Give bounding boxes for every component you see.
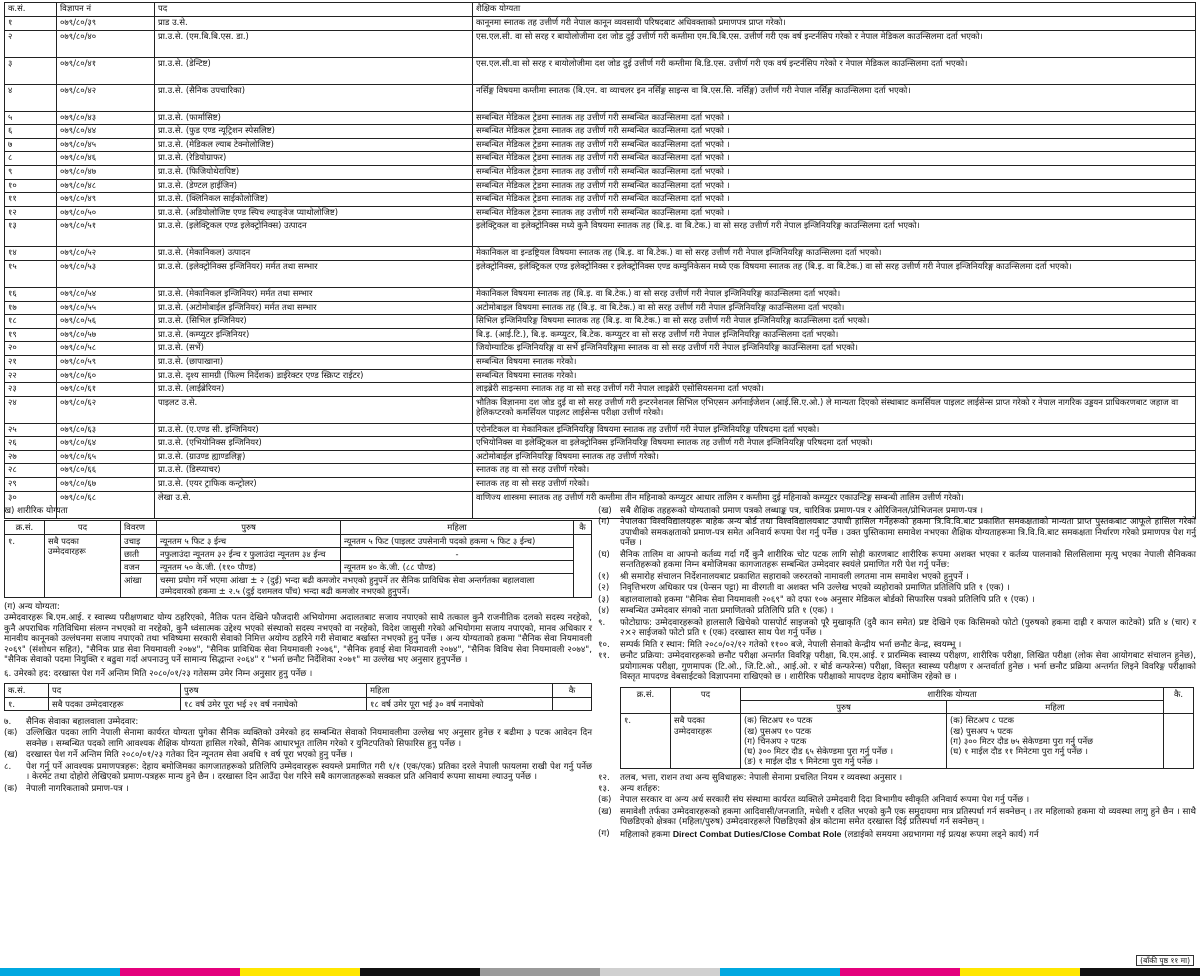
row-sn: ७ [5, 138, 57, 152]
ft-remark [1164, 714, 1194, 768]
list-item-marker: (क) [4, 783, 18, 794]
list-item [598, 784, 1196, 794]
table-row [5, 437, 1196, 451]
row-qualification: वाणिज्य शास्त्रमा स्नातक तह उत्तीर्ण गरी कम्तीमा तीन महिनाको कम्प्युटर आधार तालिम र कम्तीमा दुई महिनाको कम्प्युटर एकाउन्टिङ्ग सम्बन्धी तालिम उत्तीर्ण गरेको। [473, 491, 1196, 518]
row-ad-no: ०७९/८०/५३ [57, 260, 155, 287]
row-qualification: एभियोनिक्स वा इलेक्ट्रिकल वा इलेक्ट्रोनिक्स इन्जिनियरिङ्ग विषयमा स्नातक तह उत्तीर्ण गरी नेपाल इन्जिनियरिङ्ग परिषदमा दर्ता भएको। [473, 437, 1196, 451]
row-sn: २७ [5, 450, 57, 464]
row-sn: २२ [5, 369, 57, 383]
list-item-marker: (ख) [598, 506, 612, 516]
row-ad-no: ०७९/८०/४१ [57, 57, 155, 84]
row-ad-no: ०७९/८०/४५ [57, 138, 155, 152]
row-ad-no: ०७९/८०/६६ [57, 464, 155, 478]
list-item [4, 717, 592, 727]
row-qualification: सम्बन्धित मेडिकल ट्रेडमा स्नातक तह उत्तीर्ण गरी सम्बन्धित काउन्सिलमा दर्ता भएको । [473, 179, 1196, 193]
row-ad-no: ०७९/८०/५२ [57, 247, 155, 261]
row-post: लेखा उ.से. [155, 491, 473, 518]
row-post: प्रा.उ.से. (क्लिनिकल साईकोलोजिष्ट) [155, 193, 473, 207]
row-qualification: सम्बन्धित मेडिकल ट्रेडमा स्नातक तह उत्तीर्ण गरी सम्बन्धित काउन्सिलमा दर्ता भएको । [473, 206, 1196, 220]
list-item-marker: १३. [598, 783, 610, 794]
list-item-marker: (३) [598, 594, 610, 605]
row-qualification: एस.एल.सी. वा सो सरह र बायोलोजीमा दश जोड दुई उत्तीर्ण गरी कम्तीमा एम.बि.बि.एस. उत्तीर्ण गरी एक वर्ष इन्टर्नसिप गरेको र नेपाल मेडिकल काउन्सिलमा दर्ता भएको। [473, 30, 1196, 57]
row-qualification: सम्बन्धित मेडिकल ट्रेडमा स्नातक तह उत्तीर्ण गरी सम्बन्धित काउन्सिलमा दर्ता भएको । [473, 111, 1196, 125]
table-row [5, 179, 1196, 193]
row-sn: ५ [5, 111, 57, 125]
row-qualification: मेकानिकल विषयमा स्नातक तह (बि.इ. वा बि.टेक.) वा सो सरह उत्तीर्ण गरी नेपाल इन्जिनियरिङ्ग काउन्सिलमा दर्ता भएको। [473, 287, 1196, 301]
list-item-text: उल्लिखित पदका लागि नेपाली सेनामा कार्यरत योग्यता पुगेका सैनिक व्यक्तिको उमेरको हद सम्बन्धित सेवाको नियमावलीमा उल्लेख भए अनुसार हुनेछ र बढीमा ३ पटक आवेदन दिन सक्नेछ । सम्बन्धित पदको लागि आवश्यक शैक्षिक योग्यता हासिल गरेको, सैनिक आधारभूत तालिम गरेको र युनिटपतिको सिफारिस हुनु पर्नेछ । [26, 728, 592, 749]
row-sn: १४ [5, 247, 57, 261]
row-ad-no: ०७९/८०/६५ [57, 450, 155, 464]
row-ad-no: ०७९/८०/५७ [57, 328, 155, 342]
row-post: प्रा.उ.से. (इलेक्ट्रोनिक्स इन्जिनियर) मर्मत तथा सम्भार [155, 260, 473, 287]
list-item-text: दरखास्त पेश गर्ने अन्तिम मिति २०८०/०१/२३ गतेका दिन न्यूनतम सेवा अवधि १ वर्ष पूरा भएको हुनु पर्नेछ । [26, 750, 353, 761]
ft-h-remark: कै. [1164, 687, 1194, 714]
list-item-marker: (२) [598, 583, 610, 594]
pt-male-chest: नफुलाउंदा न्यूनतम ३२ ईन्च र फुलाउंदा न्यूनतम ३४ ईन्च [157, 547, 341, 560]
table-row [5, 260, 1196, 287]
list-item-marker: १२. [598, 772, 610, 783]
fitness-line: (ङ) १ माईल दौड ९ मिनेटमा पुरा गर्नु पर्नेछ । [744, 756, 878, 767]
row-ad-no: ०७९/८०/६८ [57, 491, 155, 518]
row-sn: ३० [5, 491, 57, 518]
row-qualification: सम्बन्धित विषयमा स्नातक गरेको। [473, 369, 1196, 383]
row-qualification: अटोमोबाइल विषयमा स्नातक तह (बि.इ. वा बि.टेक.) वा सो सरह उत्तीर्ण गरी नेपाल इन्जिनियरिङ्ग काउन्सिलमा दर्ता भएको। [473, 301, 1196, 315]
row-ad-no: ०७९/८०/४७ [57, 165, 155, 179]
list-item-text: नेपालका विश्वविद्यालयहरू बाहेक अन्य बोर्ड तथा विश्वविद्यालयबाट उपाधी हासिल गर्नेहरूको हकमा त्रि.वि.वि.बाट प्रकाशित समकक्षताको मान्यता प्राप्त पुस्तकबाट आफूले हासिल गरेको उपाधीको समकक्षताको प्रमाण-पत्र समेत अनिवार्य रूपमा पेश गर्नु पर्नेछ । उक्त पुस्तिकामा समावेश नभएका शैक्षिक योग्यताहरूमा त्रि.वि.वि.बाट समकक्षता निर्धारण गरेको प्रमाणपत्र पेश गर्नु पर्नेछ । [620, 517, 1196, 549]
list-item-marker: (ग) [598, 517, 610, 528]
row-post: प्रा.उ.से. (ए.एण्ड सी. इन्जिनियर) [155, 423, 473, 437]
row-ad-no: ०७९/८०/५८ [57, 342, 155, 356]
row-qualification: एस.एल.सी.वा सो सरह र बायोलोजीमा दश जोड दुई उत्तीर्ण गरी कम्तीमा बि.डि.एस. उत्तीर्ण गरी एक वर्ष इन्टर्नसिप गरेको र नेपाल मेडिकल काउन्सिलमा दर्ता भएको। [473, 57, 1196, 84]
pt-female-chest: - [341, 547, 574, 560]
fitness-table [620, 687, 1194, 769]
list-item [598, 606, 1196, 616]
age-h-sn: क.सं. [5, 684, 49, 697]
pt-label-chest: छाती [121, 547, 157, 560]
row-qualification: सम्बन्धित मेडिकल ट्रेडमा स्नातक तह उत्तीर्ण गरी सम्बन्धित काउन्सिलमा दर्ता भएको । [473, 165, 1196, 179]
ft-h-sn: क्र.सं. [621, 687, 671, 714]
pt-label-eye: आंखा [121, 574, 157, 598]
table-row [5, 369, 1196, 383]
row-qualification: भौतिक विज्ञानमा दश जोड दुई वा सो सरह उत्तीर्ण गरी इन्टरनेशनल सिभिल एभिएसन अर्गनाईजेशन (आई.सि.ए.ओ.) ले मान्यता दिएको संस्थाबाट कमर्सियल पाइलट लाईसेन्स प्राप्त गरेको र नेपाल नागरिक उड्डयन प्राधिकरणबाट जहाज वा हेलिकप्टरको कमर्सियल पाइलट लाईसेन्स परीक्षा उत्तीर्ण गरेको। [473, 396, 1196, 423]
pt-female-height: न्यूनतम ५ फिट (पाइलट उपसेनानी पदको हकमा ५ फिट ३ ईन्च) [341, 534, 574, 547]
row-qualification: जियोम्याटिक इन्जिनियरिङ्ग वा सर्भे इन्जिनियरिङ्गमा स्नातक वा सो सरह उत्तीर्ण गरी नेपाल इन्जिनियरिङ्ग काउन्सिलमा दर्ता भएको। [473, 342, 1196, 356]
color-swatch [1080, 968, 1200, 976]
list-item [598, 583, 1196, 593]
table-row [5, 206, 1196, 220]
pt-male-height: न्यूनतम ५ फिट ३ ईन्च [157, 534, 341, 547]
table-row [5, 450, 1196, 464]
age-remark [553, 697, 592, 710]
other-heading: (ग) अन्य योग्यता: [4, 601, 60, 612]
row-sn: १ [5, 17, 57, 31]
row-sn: ४ [5, 84, 57, 111]
pt-h-detail: विवरण [121, 521, 157, 534]
row-post: प्रा.उ.से. (अडियोलोजिष्ट एण्ड स्पिच ल्याङ्वेज प्याथोलोजिष्ट) [155, 206, 473, 220]
row-sn: २९ [5, 478, 57, 492]
row-qualification: नर्सिङ्ग विषयमा कम्तीमा स्नातक (बि.एन. वा व्याचलर इन नर्सिङ्ग साइन्स वा बि.एस.सि. नर्सिङ्ग) उत्तीर्ण गरी नेपाल नर्सिङ्ग काउन्सिलमा दर्ता भएको। [473, 84, 1196, 111]
age-female: १८ वर्ष उमेर पूरा भई ३० वर्ष ननाघेको [367, 697, 553, 710]
row-ad-no: ०७९/८०/६७ [57, 478, 155, 492]
table-row [5, 464, 1196, 478]
row-post: प्रा.उ.से. (डेण्टल हाईजिन) [155, 179, 473, 193]
row-sn: २४ [5, 396, 57, 423]
row-qualification: सम्बन्धित विषयमा स्नातक गरेको। [473, 355, 1196, 369]
fitness-line: (क) सिटअप ८ पटक [950, 715, 1014, 726]
pt-label-height: उचाइ [121, 534, 157, 547]
ft-h-female: महिला [947, 701, 1164, 714]
age-sn: १. [5, 697, 49, 710]
table-row [5, 342, 1196, 356]
last-para-pre: महिलाको हकमा [620, 829, 671, 840]
table-row [5, 328, 1196, 342]
table-row [5, 17, 1196, 31]
list-item [598, 506, 1196, 516]
list-item-text: पेश गर्नु पर्ने आवश्यक प्रमाणपत्रहरू: देहाय बमोजिमका कागजातहरूको प्रतिलिपि उम्मेदवारहरू स्वयम्ले प्रमाणित गरी १/१ (एक/एक) प्रतिका दरले नेपाली फायलमा राखी पेश गर्नु पर्नेछ । केरमेट तथा दोहोरो लेखिएको प्रमाण-पत्रहरू मान्य हुने छैन । दरखास्त दिन आउँदा पेश गरिने सबै कागजातहरूको सक्कल प्रति अनिवार्य रूपमा साथमा ल्याउनु पर्नेछ । [26, 761, 592, 783]
row-post: प्रा.उ.से. दृश्य सामग्री (फिल्म निर्देशक) डाईरेक्टर एण्ड स्क्रिप्ट राईटर) [155, 369, 473, 383]
list-item-text: सैनिक तालिम वा आफ्नो कर्तव्य गर्दा गर्दै कुनै शारीरिक चोट पटक लागि सोही कारणबाट शारीरिक रूपमा अशक्त भएका र कर्तव्य पालनाको सिलसिलामा मृत्यु भएका नेपाली सैनिकका सन्ततिहरूको हकमा निम्न बमोजिमका कागजातहरू सम्बन्धित उम्मेदवार स्वयंले प्रमाणित गरी पेश गर्नु पर्नेछ: [620, 549, 1196, 571]
list-item [598, 807, 1196, 828]
row-ad-no: ०७९/८०/६३ [57, 423, 155, 437]
list-item-text: समावेशी तर्फका उम्मेदवारहरूको हकमा आदिवासी/जनजाति, मधेशी र दलित भएको कुनै एक समुदायमा मात्र प्रतिस्पर्धा गर्न सक्नेछन् । तर महिलाको हकमा यो व्यवस्था लागु हुने छैन । साथै पिछडिएको क्षेत्रका (महिला/पुरुष) उम्मेदवारहरूले पिछडिएको क्षेत्र कोटामा समेत दरखास्त दिई प्रतिस्पर्धा गर्न सक्नेछन् । [620, 806, 1196, 828]
list-item-marker: (१) [598, 571, 610, 582]
col-sn: क.सं. [5, 3, 57, 17]
color-swatch [480, 968, 600, 976]
age-h-male: पुरुष [181, 684, 367, 697]
row-post: प्रा.उ.से. (लाईब्रेरियन) [155, 383, 473, 397]
col-qualification: शैक्षिक योग्यता [473, 3, 1196, 17]
list-item-marker: (ख) [598, 806, 612, 817]
table-row [5, 478, 1196, 492]
list-item-marker: (घ) [598, 549, 610, 560]
list-item [598, 640, 1196, 650]
table-row [5, 152, 1196, 166]
row-ad-no: ०७९/८०/४३ [57, 111, 155, 125]
list-item-text: सबै शैक्षिक तहहरूको योग्यताको प्रमाण पत्रको लब्धाङ्क पत्र, चारित्रिक प्रमाण-पत्र र ओरिजिनल/प्रोभिजनल प्रमाण-पत्र । [620, 506, 984, 516]
pt-female-weight: न्यूनतम ४० के.जी. (८८ पौण्ड) [341, 561, 574, 574]
row-ad-no: ०७९/८०/५६ [57, 315, 155, 329]
row-sn: ३ [5, 57, 57, 84]
row-post: प्रा.उ.से. (डिस्प्याचर) [155, 464, 473, 478]
right-paragraphs-bottom [598, 773, 1196, 828]
row-qualification: सम्बन्धित मेडिकल ट्रेडमा स्नातक तह उत्तीर्ण गरी सम्बन्धित काउन्सिलमा दर्ता भएको । [473, 138, 1196, 152]
list-item [598, 773, 1196, 783]
table-row [5, 355, 1196, 369]
pt-h-female: महिला [341, 521, 574, 534]
fitness-line: (घ) ३०० मिटर दौड ६५ सेकेण्डमा पुरा गर्नु पर्नेछ । [744, 746, 894, 756]
row-ad-no: ०७९/८०/६० [57, 369, 155, 383]
row-qualification: सिभिल इन्जिनियरिङ्ग विषयमा स्नातक तह (बि.इ. वा बि.टेक.) वा सो सरह उत्तीर्ण गरी नेपाल इन्जिनियरिङ्ग काउन्सिलमा दर्ता भएको। [473, 315, 1196, 329]
age-male: १८ वर्ष उमेर पूरा भई २१ वर्ष ननाघेको [181, 697, 367, 710]
list-item-text: बहालवालाको हकमा "सैनिक सेवा नियमावली २०६९" को दफा १०७ अनुसार मेडिकल बोर्डको सिफारिस पत्रको प्रतिलिपि प्रति १ (एक) । [620, 594, 1035, 605]
table-row [5, 193, 1196, 207]
list-item-text: अन्य शर्तहरु: [620, 783, 661, 794]
last-para-marker: (ग) [598, 828, 610, 839]
ft-h-group: शारीरिक योग्यता [741, 687, 1164, 700]
qualification-table-header [5, 3, 1196, 17]
list-item-text: तलब, भत्ता, राशन तथा अन्य सुविधाहरू: नेपाली सेनामा प्रचलित नियम र व्यवस्था अनुसार । [620, 772, 903, 783]
row-ad-no: ०७९/८०/६१ [57, 383, 155, 397]
list-item-text: सम्बन्धित उम्मेदवार संगको नाता प्रमाणितको प्रतिलिपि प्रति १ (एक) । [620, 606, 834, 617]
row-sn: ९ [5, 165, 57, 179]
last-paragraph [598, 829, 1196, 840]
list-item [598, 550, 1196, 571]
row-sn: २१ [5, 355, 57, 369]
list-item-marker: (क) [4, 728, 18, 739]
list-item [4, 728, 592, 749]
row-post: प्रा.उ.से. (सैनिक उपचारिका) [155, 84, 473, 111]
row-post: प्रा.उ.से. (एयर ट्राफिक कन्ट्रोलर) [155, 478, 473, 492]
row-post: प्रा.उ.से. (फिजियोथेरापिष्ट) [155, 165, 473, 179]
age-table [4, 683, 592, 711]
color-swatch [240, 968, 360, 976]
last-para-post: (लडाईको समयमा अग्रभागमा गई प्रत्यक्ष रूपमा लड्ने कार्य) गर्न [844, 829, 1039, 840]
row-post: प्रा.उ.से. (सिभिल इन्जिनियर) [155, 315, 473, 329]
row-qualification: लाइब्रेरी साइन्समा स्नातक तह वा सो सरह उत्तीर्ण गरी नेपाल लाइब्रेरी एसोसियसनमा दर्ता भएको। [473, 383, 1196, 397]
list-item-text: सैनिक सेवाका बहालवाला उम्मेदवार: [26, 716, 139, 727]
left-column [4, 506, 592, 795]
list-item [4, 750, 592, 760]
row-sn: २३ [5, 383, 57, 397]
list-item-marker: ७. [4, 716, 12, 727]
physical-table [4, 520, 592, 598]
color-swatch [960, 968, 1080, 976]
list-item-marker: ११. [598, 651, 610, 662]
row-sn: २६ [5, 437, 57, 451]
row-post: प्रा.उ.से. (डेन्टिष्ट) [155, 57, 473, 84]
table-row [5, 301, 1196, 315]
ft-h-male: पुरुष [741, 701, 947, 714]
row-sn: ८ [5, 152, 57, 166]
list-item-text: नेपाली नागरिकताको प्रमाण-पत्र । [26, 783, 129, 794]
list-item-text: नेपाल सरकार वा अन्य अर्ध सरकारी संघ संस्थामा कार्यरत व्यक्तिले उम्मेदवारी दिदा विभागीय स्वीकृति अनिवार्य रूपमा पेश गर्नु पर्नेछ । [620, 795, 1030, 806]
row-sn: २ [5, 30, 57, 57]
age-heading: ६. उमेरको हद: दरखास्त पेश गर्ने अन्तिम मिति २०८०/०१/२३ गतेसम्म उमेर निम्न अनुसार हुनु पर्नेछ । [4, 668, 313, 679]
row-post: प्रा.उ.से. (फुड एण्ड न्यूट्रिशन स्पेसलिष्ट) [155, 125, 473, 139]
row-post: प्रा.उ.से. (फार्मासिष्ट) [155, 111, 473, 125]
row-ad-no: ०७९/८०/४९ [57, 193, 155, 207]
row-post: प्राड उ.से. [155, 17, 473, 31]
color-swatch [840, 968, 960, 976]
table-row [5, 165, 1196, 179]
table-row [5, 57, 1196, 84]
print-color-bar [0, 968, 1200, 976]
other-text: उम्मेदवारहरू बि.एम.आई. र स्वास्थ्य परीक्षणबाट योग्य ठहरिएको, नैतिक पतन देखिने फौजदारी अभियोगमा अदालतबाट सजाय नपाएको साथै तत्काल कुनै राजनीतिक दलको सदस्य नरहेको, कुनै अपराधिक गतिविधिमा संलग्न नभएको वा नरहेको, कुनै ध्वंसात्मक उद्देश्य भएको संस्थाको सदस्य नभएको वा नरहेको, विदेश जासुसी गरेको अभियोगमा सजाय नपाएको, मानव अधिकार र मानवीय कानूनको उल्लंघनमा सजाय नपाएको तथा भविष्यमा सरकारी सेवाको निमित्त अयोग्य ठहरिने गरी सेवाबाट बर्खास्त नभएको हुनु पर्नेछ । अन्य योग्यताको हकमा "सैनिक सेवा नियमावली २०६९" (संशोधन सहित), "सैनिक प्राड सेवा नियमावली २०७४", "सैनिक प्राविधिक सेवा नियमावली २०७६", "सैनिक हवाई सेवा नियमावली २०७४", "सैनिक विविध सेवा नियमावली २०७४", "सैनिक सेवाको पदमा नियुक्ति र बढुवा गर्दा अपनाउनु पर्ने सामान्य सिद्धान्त २०६४" र "भर्ना छनौट निर्देशिका २०७१" मा उल्लेख भए अनुसार हुनुपर्नेछ । [4, 613, 592, 666]
list-item-text: फोटोग्राफ: उम्मेदवारहरूको हालसालै खिचेको पासपोर्ट साइजको पूरै मुखाकृति (दुवै कान समेत) प्रष्ट देखिने एक किसिमको फोटो (पुरुषको हकमा दाह्री र कपाल काटेको) प्रति ४ (चार) र २×२ साईजको फोटो प्रति १ (एक) दरखास्त साथ पेश गर्नु पर्नेछ । [620, 617, 1196, 639]
pt-male-weight: न्यूनतम ५० के.जी. (११० पौण्ड) [157, 561, 341, 574]
color-swatch [120, 968, 240, 976]
table-row [5, 111, 1196, 125]
qualification-table [4, 2, 1196, 519]
row-sn: १६ [5, 287, 57, 301]
physical-heading: ख) शारीरिक योग्यता [4, 506, 68, 516]
fitness-line: (ख) पुसअप ५ पटक [950, 725, 1013, 736]
list-item [598, 595, 1196, 605]
row-qualification: एरोनटिकल वा मेकानिकल इन्जिनियरिङ्ग विषयमा स्नातक तह उत्तीर्ण गरी नेपाल इन्जिनियरिङ्ग परिषदमा दर्ता भएको। [473, 423, 1196, 437]
pt-post: सबै पदका उम्मेदवारहरू [45, 534, 121, 597]
table-row [5, 396, 1196, 423]
list-item [4, 762, 592, 783]
row-ad-no: ०७९/८०/४६ [57, 152, 155, 166]
row-post: प्रा.उ.से. (मेडिकल ल्याब टेक्नोलोजिष्ट) [155, 138, 473, 152]
row-sn: १८ [5, 315, 57, 329]
row-qualification: स्नातक तह वा सो सरह उत्तीर्ण गरेको। [473, 464, 1196, 478]
fitness-line: (ग) ३०० मिटर दौड ७५ सेकेण्डमा पुरा गर्नु पर्नेछ [950, 735, 1093, 746]
row-qualification: स्नातक तह वा सो सरह उत्तीर्ण गरेको। [473, 478, 1196, 492]
table-row [5, 383, 1196, 397]
pt-label-weight: वजन [121, 561, 157, 574]
row-sn: १२ [5, 206, 57, 220]
row-sn: १९ [5, 328, 57, 342]
row-ad-no: ०७९/८०/६४ [57, 437, 155, 451]
row-sn: ११ [5, 193, 57, 207]
row-post: प्रा.उ.से. (इलेक्ट्रिकल एण्ड इलेक्ट्रोनिक्स) उत्पादन [155, 220, 473, 247]
row-qualification: इलेक्ट्रोनिक्स, इलेक्ट्रिकल एण्ड इलेक्ट्रोनिक्स र इलेक्ट्रोनिक्स एण्ड कम्युनिकेसन मध्ये एक विषयमा स्नातक तह (बि.इ. वा बि.टेक.) वा सो सरह उत्तीर्ण गरी नेपाल इन्जिनियरिङ्ग काउन्सिलमा दर्ता भएको। [473, 260, 1196, 287]
list-item-text: निवृत्तिभरण अधिकार पत्र (पेन्सन पट्टा) मा वीरगती वा अशक्त भनि उल्लेख भएको व्यहोराको प्रमाणित प्रतिलिपि प्रति १ (एक) । [620, 583, 1010, 594]
table-row [5, 138, 1196, 152]
list-item [4, 784, 592, 794]
lower-section [4, 506, 1196, 968]
right-paragraphs-top [598, 506, 1196, 683]
pt-h-post: पद [45, 521, 121, 534]
ft-male-list [741, 714, 947, 768]
table-row [5, 84, 1196, 111]
table-row [5, 125, 1196, 139]
pt-h-sn: क्र.सं. [5, 521, 45, 534]
row-sn: १० [5, 179, 57, 193]
row-post: प्रा.उ.से. (एभियोनिक्स इन्जिनियर) [155, 437, 473, 451]
fitness-line: (ग) चिनअप २ पटक [744, 735, 807, 746]
row-ad-no: ०७९/८०/५१ [57, 220, 155, 247]
list-item [598, 651, 1196, 682]
row-sn: २८ [5, 464, 57, 478]
table-row [5, 423, 1196, 437]
age-h-remark: कै [553, 684, 592, 697]
list-item-marker: ८. [4, 761, 12, 772]
row-sn: १५ [5, 260, 57, 287]
list-item [598, 572, 1196, 582]
pt-sn: १. [5, 534, 45, 597]
last-para-english: Direct Combat Duties/Close Combat Role [672, 828, 842, 839]
row-ad-no: ०७९/८०/६२ [57, 396, 155, 423]
ft-female-list [947, 714, 1164, 768]
list-item [598, 517, 1196, 548]
row-qualification: सम्बन्धित मेडिकल ट्रेडमा स्नातक तह उत्तीर्ण गरी सम्बन्धित काउन्सिलमा दर्ता भएको । [473, 152, 1196, 166]
list-item-text: सम्पर्क मिति र स्थान: मिति २०८०/०२/१२ गतेको ११०० बजे, नेपाली सेनाको केन्द्रीय भर्ना छनौट केन्द्र, स्वयम्भू । [620, 639, 962, 650]
row-qualification: सम्बन्धित मेडिकल ट्रेडमा स्नातक तह उत्तीर्ण गरी सम्बन्धित काउन्सिलमा दर्ता भएको । [473, 125, 1196, 139]
row-ad-no: ०७९/८०/३९ [57, 17, 155, 31]
fitness-line: (क) सिटअप १० पटक [744, 715, 813, 726]
list-item-marker: (ख) [4, 750, 18, 761]
row-post: प्रा.उ.से. (ग्राउण्ड ह्याण्डलिङ्ग) [155, 450, 473, 464]
row-qualification: अटोमोबाईल इन्जिनियरिङ्ग विषयमा स्नातक तह उत्तीर्ण गरेको। [473, 450, 1196, 464]
ft-sn: १. [621, 714, 671, 768]
row-qualification: मेकानिकल वा इन्डष्ट्रियल विषयमा स्नातक तह (बि.इ. वा बि.टेक.) वा सो सरह उत्तीर्ण गरी नेपाल इन्जिनियरिङ्ग काउन्सिलमा दर्ता भएको। [473, 247, 1196, 261]
list-item [598, 795, 1196, 805]
col-ad-no: विज्ञापन नं [57, 3, 155, 17]
color-swatch [0, 968, 120, 976]
row-post: प्रा.उ.से. (मेकानिकल इन्जिनियर) मर्मत तथा सम्भार [155, 287, 473, 301]
qualification-table-body [5, 17, 1196, 519]
age-post: सबै पदका उम्मेदवारहरू [49, 697, 181, 710]
table-row [5, 287, 1196, 301]
ft-h-post: पद [671, 687, 741, 714]
right-column [598, 506, 1196, 841]
row-sn: १७ [5, 301, 57, 315]
row-sn: २५ [5, 423, 57, 437]
advertisement-page [4, 2, 1196, 972]
color-swatch [720, 968, 840, 976]
row-post: पाइलट उ.से. [155, 396, 473, 423]
pt-h-remark: कै [574, 521, 592, 534]
list-item-text: श्री समारोह संचालन निर्देशनालयबाट प्रकाशित सहाराको जरुरतको नामावली लगतमा नाम समावेश भएको हुनुपर्ने । [620, 571, 969, 582]
list-item-marker: ९. [598, 617, 606, 628]
table-row [5, 315, 1196, 329]
color-swatch [600, 968, 720, 976]
row-post: प्रा.उ.से. (कम्प्युटर इन्जिनियर) [155, 328, 473, 342]
row-post: प्रा.उ.से. (मेकानिकल) उत्पादन [155, 247, 473, 261]
row-ad-no: ०७९/८०/४४ [57, 125, 155, 139]
row-ad-no: ०७९/८०/४० [57, 30, 155, 57]
row-ad-no: ०७९/८०/५९ [57, 355, 155, 369]
row-post: प्रा.उ.से. (छापाखाना) [155, 355, 473, 369]
row-post: प्रा.उ.से. (अटोमोबाईल इन्जिनियर) मर्मत तथा सम्भार [155, 301, 473, 315]
row-ad-no: ०७९/८०/५५ [57, 301, 155, 315]
list-item [598, 618, 1196, 639]
row-qualification: सम्बन्धित मेडिकल ट्रेडमा स्नातक तह उत्तीर्ण गरी सम्बन्धित काउन्सिलमा दर्ता भएको । [473, 193, 1196, 207]
fitness-line: (घ) १ माईल दौड ११ मिनेटमा पुरा गर्नु पर्नेछ । [950, 746, 1088, 756]
left-paragraphs [4, 717, 592, 794]
row-ad-no: ०७९/८०/५४ [57, 287, 155, 301]
row-post: प्रा.उ.से. (रेडियोग्राफर) [155, 152, 473, 166]
ft-post: सबै पदका उम्मेदवारहरू [671, 714, 741, 768]
col-post: पद [155, 3, 473, 17]
list-item-marker: (क) [598, 795, 612, 806]
row-qualification: कानूनमा स्नातक तह उत्तीर्ण गरी नेपाल कानून व्यवसायी परिषदबाट अधिवक्ताको प्रमाणपत्र प्राप्त गरेको। [473, 17, 1196, 31]
age-h-post: पद [49, 684, 181, 697]
color-swatch [360, 968, 480, 976]
row-post: प्रा.उ.से. (सर्भे) [155, 342, 473, 356]
row-post: प्रा.उ.से. (एम.बि.बि.एस. डा.) [155, 30, 473, 57]
age-h-female: महिला [367, 684, 553, 697]
pt-eye-text: चस्मा प्रयोग गर्ने भएमा आंखा ± २ (दुई) भन्दा बढी कमजोर नभएको हुनुपर्ने तर सैनिक प्राविधिक सेवा अन्तर्गतका बहालवाला उम्मेदवारको हकमा ± २.५ (दुई दशमलव पाँच) भन्दा बढी कमजोर नभएको हुनुपर्ने। [157, 574, 574, 598]
pt-remark [574, 534, 592, 597]
row-ad-no: ०७९/८०/४२ [57, 84, 155, 111]
list-item-marker: १०. [598, 639, 610, 650]
row-qualification: बि.इ. (आई.टि.), बि.इ. कम्प्युटर, बि.टेक. कम्प्युटर वा सो सरह उत्तीर्ण गरी नेपाल इन्जिनियरिङ्ग काउन्सिलमा दर्ता भएको। [473, 328, 1196, 342]
row-ad-no: ०७९/८०/५० [57, 206, 155, 220]
row-ad-no: ०७९/८०/४८ [57, 179, 155, 193]
table-row [5, 220, 1196, 247]
table-row [5, 30, 1196, 57]
fitness-line: (ख) पुसअप १० पटक [744, 725, 812, 736]
row-sn: ६ [5, 125, 57, 139]
row-sn: १३ [5, 220, 57, 247]
list-item-text: छनौट प्रक्रिया: उम्मेदवारहरूको छनौट परीक्षा अन्तर्गत विवरिङ्ग परीक्षा, बि.एम.आई. र प्रारम्भिक स्वास्थ्य परीक्षण, शारीरिक परीक्षा, लिखित परीक्षा (लोक सेवा आयोगबाट संचालन हुनेछ), प्रयोगात्मक परीक्षा, गुणमापक (टि.ओ., जि.टि.ओ., आई.ओ. र बोर्ड कन्फरेन्स) परीक्षा, विस्तृत स्वास्थ्य परीक्षण र अन्तर्वार्ता हुनेछ । भर्ना छनौट प्रक्रिया अन्तर्गत लिइने विवरिङ्ग परीक्षाको विस्तृत मापदण्ड वेबसाईटको विज्ञापनमा राखिएको छ । शारीरिक परीक्षाको मापदण्ड देहाय बमोजिम रहेको छ । [620, 651, 1196, 683]
pt-h-male: पुरुष [157, 521, 341, 534]
row-sn: २० [5, 342, 57, 356]
row-qualification: इलेक्ट्रिकल वा इलेक्ट्रोनिक्स मध्ये कुनै विषयमा स्नातक तह (बि.इ. वा बि.टेक.) वा सो सरह उत्तीर्ण गरी नेपाल इन्जिनियरिङ्ग काउन्सिलमा दर्ता भएको। [473, 220, 1196, 247]
page-continuation-note: (बाँकी पृष्ठ ११ मा) [1136, 955, 1194, 966]
list-item-marker: (४) [598, 606, 610, 617]
table-row [5, 247, 1196, 261]
